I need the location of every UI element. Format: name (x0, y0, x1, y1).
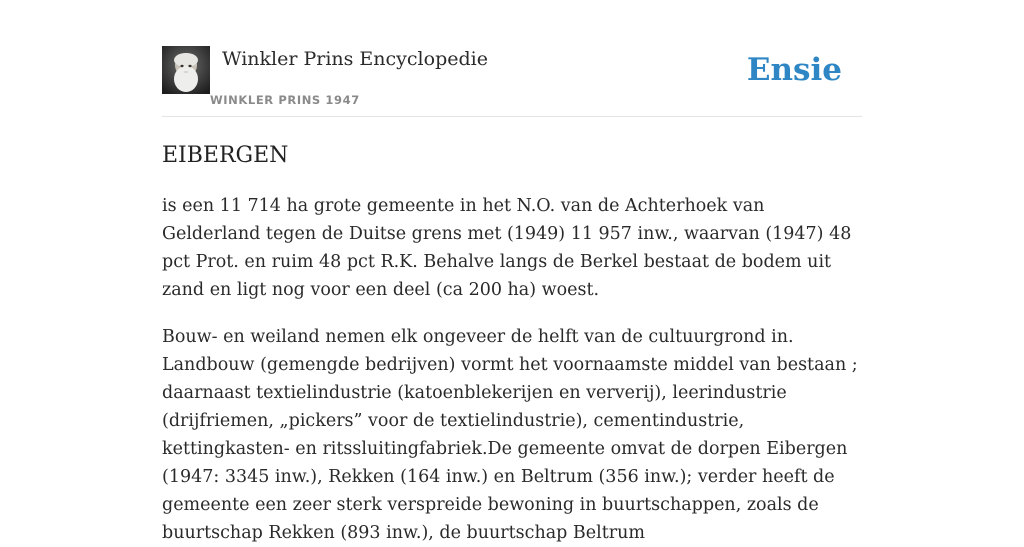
ensie-logo-link[interactable]: Ensie (746, 52, 842, 88)
portrait-photo-icon (162, 46, 210, 94)
source-title[interactable]: Winkler Prins Encyclopedie (222, 48, 488, 70)
article-title: EIBERGEN (162, 143, 289, 168)
source-subtitle[interactable]: WINKLER PRINS 1947 (210, 93, 360, 107)
article-container (162, 46, 862, 547)
article-paragraph: Bouw- en weiland nemen elk ongeveer de helft van de cultuurgrond in. Landbouw (gemengde bedrijven) vormt het voornaamste middel van bestaan ; daarnaast textielindustrie (katoenblekerijen en ververij), leerindustrie (drijfriemen, „pickers” voor de textielindustrie), cementindustrie, kettingkasten- en ritssluitingfabriek.De gemeente omvat de dorpen Eibergen (1947: 3345 inw.), Rekken (164 inw.) en Beltrum (356 inw.); verder heeft de gemeente een zeer sterk verspreide bewoning in buurtschappen, zoals de buurtschap Rekken (893 inw.), de buurtschap Beltrum (162, 327, 858, 543)
article-header (162, 46, 862, 117)
article-paragraph: is een 11 714 ha grote gemeente in het N.O. van de Achterhoek van Gelderland tegen de Duitse grens met (1949) 11 957 inw., waarvan (1947) 48 pct Prot. en ruim 48 pct R.K. Behalve langs de Berkel bestaat de bodem uit zand en ligt nog voor een deel (ca 200 ha) woest. (162, 196, 852, 300)
avatar[interactable] (162, 46, 210, 94)
